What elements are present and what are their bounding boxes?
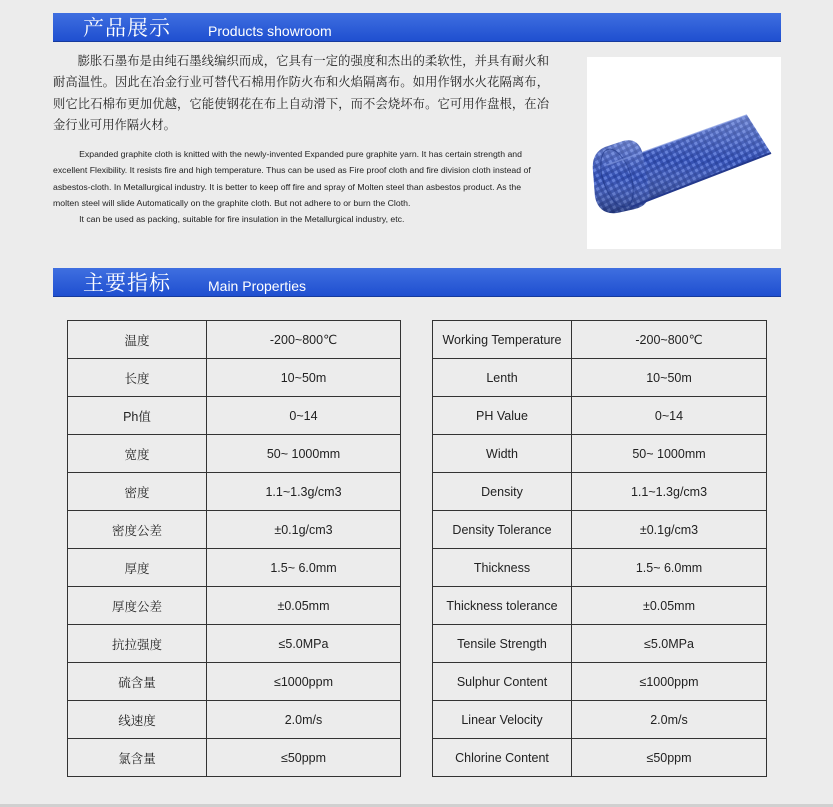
property-name: Density: [433, 473, 572, 511]
property-value: ≤50ppm: [207, 739, 401, 777]
property-value: 10~50m: [207, 359, 401, 397]
table-row: [68, 549, 401, 587]
table-row: [433, 435, 767, 473]
property-value: -200~800℃: [207, 321, 401, 359]
property-value: -200~800℃: [572, 321, 767, 359]
property-name: 宽度: [68, 435, 207, 473]
property-name: Thickness tolerance: [433, 587, 572, 625]
table-row: [433, 511, 767, 549]
property-name: 线速度: [68, 701, 207, 739]
table-row: [68, 473, 401, 511]
property-value: 1.5~ 6.0mm: [572, 549, 767, 587]
property-value: 2.0m/s: [572, 701, 767, 739]
table-row: [68, 321, 401, 359]
property-value: 1.5~ 6.0mm: [207, 549, 401, 587]
property-name: 温度: [68, 321, 207, 359]
table-row: [68, 663, 401, 701]
table-row: [433, 321, 767, 359]
property-name: Width: [433, 435, 572, 473]
property-name: Ph值: [68, 397, 207, 435]
property-value: ≤5.0MPa: [207, 625, 401, 663]
property-value: ±0.05mm: [572, 587, 767, 625]
table-row: [68, 397, 401, 435]
property-value: ±0.05mm: [207, 587, 401, 625]
property-name: 密度公差: [68, 511, 207, 549]
table-row: [433, 625, 767, 663]
property-name: Lenth: [433, 359, 572, 397]
properties-table-zh: [67, 320, 401, 777]
cloth-roll-icon: [587, 57, 781, 249]
description-zh: 膨胀石墨布是由纯石墨线编织而成，它具有一定的强度和杰出的柔软性，并具有耐火和耐高温性。因此在冶金行业可替代石棉用作防火布和火焰隔离布。如用作钢水火花隔离布，则它比石棉布更加优越，它能使钢花在布上自动滑下，而不会烧坏布。它可用作盘根，在冶金行业可用作隔火材。: [53, 54, 549, 133]
table-row: [68, 625, 401, 663]
property-value: 0~14: [572, 397, 767, 435]
table-row: [433, 663, 767, 701]
table-row: [68, 701, 401, 739]
table-row: [68, 511, 401, 549]
table-row: [433, 473, 767, 511]
property-name: 厚度: [68, 549, 207, 587]
property-name: 密度: [68, 473, 207, 511]
property-name: Sulphur Content: [433, 663, 572, 701]
table-row: [68, 587, 401, 625]
table-row: [68, 359, 401, 397]
properties-table-en: [432, 320, 767, 777]
graphite-cloth-roll-image: [587, 57, 781, 249]
table-row: [433, 397, 767, 435]
property-name: 抗拉强度: [68, 625, 207, 663]
property-value: 2.0m/s: [207, 701, 401, 739]
property-value: ≤5.0MPa: [572, 625, 767, 663]
property-value: ≤1000ppm: [572, 663, 767, 701]
property-value: ±0.1g/cm3: [572, 511, 767, 549]
property-value: 1.1~1.3g/cm3: [572, 473, 767, 511]
property-name: Chlorine Content: [433, 739, 572, 777]
property-name: Working Temperature: [433, 321, 572, 359]
table-row: [68, 435, 401, 473]
property-value: 50~ 1000mm: [207, 435, 401, 473]
table-row: [433, 549, 767, 587]
section-title-zh: 主要指标: [83, 271, 171, 295]
property-name: 硫含量: [68, 663, 207, 701]
property-name: 长度: [68, 359, 207, 397]
table-row: [433, 739, 767, 777]
property-name: Tensile Strength: [433, 625, 572, 663]
main-properties-header: [53, 268, 781, 297]
table-row: [433, 359, 767, 397]
description-en-paragraph-1: Expanded graphite cloth is knitted with the newly-invented Expanded pure graphite yarn. It has certain strength and excellent Flexibility. It resists fire and high temperature. Thus can be used as Fire proof cloth and fire division cloth instead of asbestos-cloth. In Metallurgical industry. It is better to keep off fire and spray of Molten steel than asbestos product. As the molten steel will slide Automatically on the graphite cloth. But not adhere to or burn the Cloth.: [53, 149, 531, 208]
property-name: 氯含量: [68, 739, 207, 777]
description-en-paragraph-2: It can be used as packing, suitable for fire insulation in the Metallurgical industry, etc.: [79, 214, 405, 225]
property-value: 1.1~1.3g/cm3: [207, 473, 401, 511]
description-en: [53, 146, 543, 227]
property-name: Density Tolerance: [433, 511, 572, 549]
property-value: ≤50ppm: [572, 739, 767, 777]
property-name: Linear Velocity: [433, 701, 572, 739]
products-showroom-header: [53, 13, 781, 42]
property-name: 厚度公差: [68, 587, 207, 625]
property-value: 50~ 1000mm: [572, 435, 767, 473]
property-name: Thickness: [433, 549, 572, 587]
property-value: 0~14: [207, 397, 401, 435]
property-value: ≤1000ppm: [207, 663, 401, 701]
table-row: [433, 587, 767, 625]
table-row: [68, 739, 401, 777]
property-value: 10~50m: [572, 359, 767, 397]
property-value: ±0.1g/cm3: [207, 511, 401, 549]
section-title-zh: 产品展示: [83, 16, 171, 40]
property-name: PH Value: [433, 397, 572, 435]
table-row: [433, 701, 767, 739]
section-title-en: Main Properties: [208, 278, 307, 294]
section-title-en: Products showroom: [208, 23, 332, 39]
